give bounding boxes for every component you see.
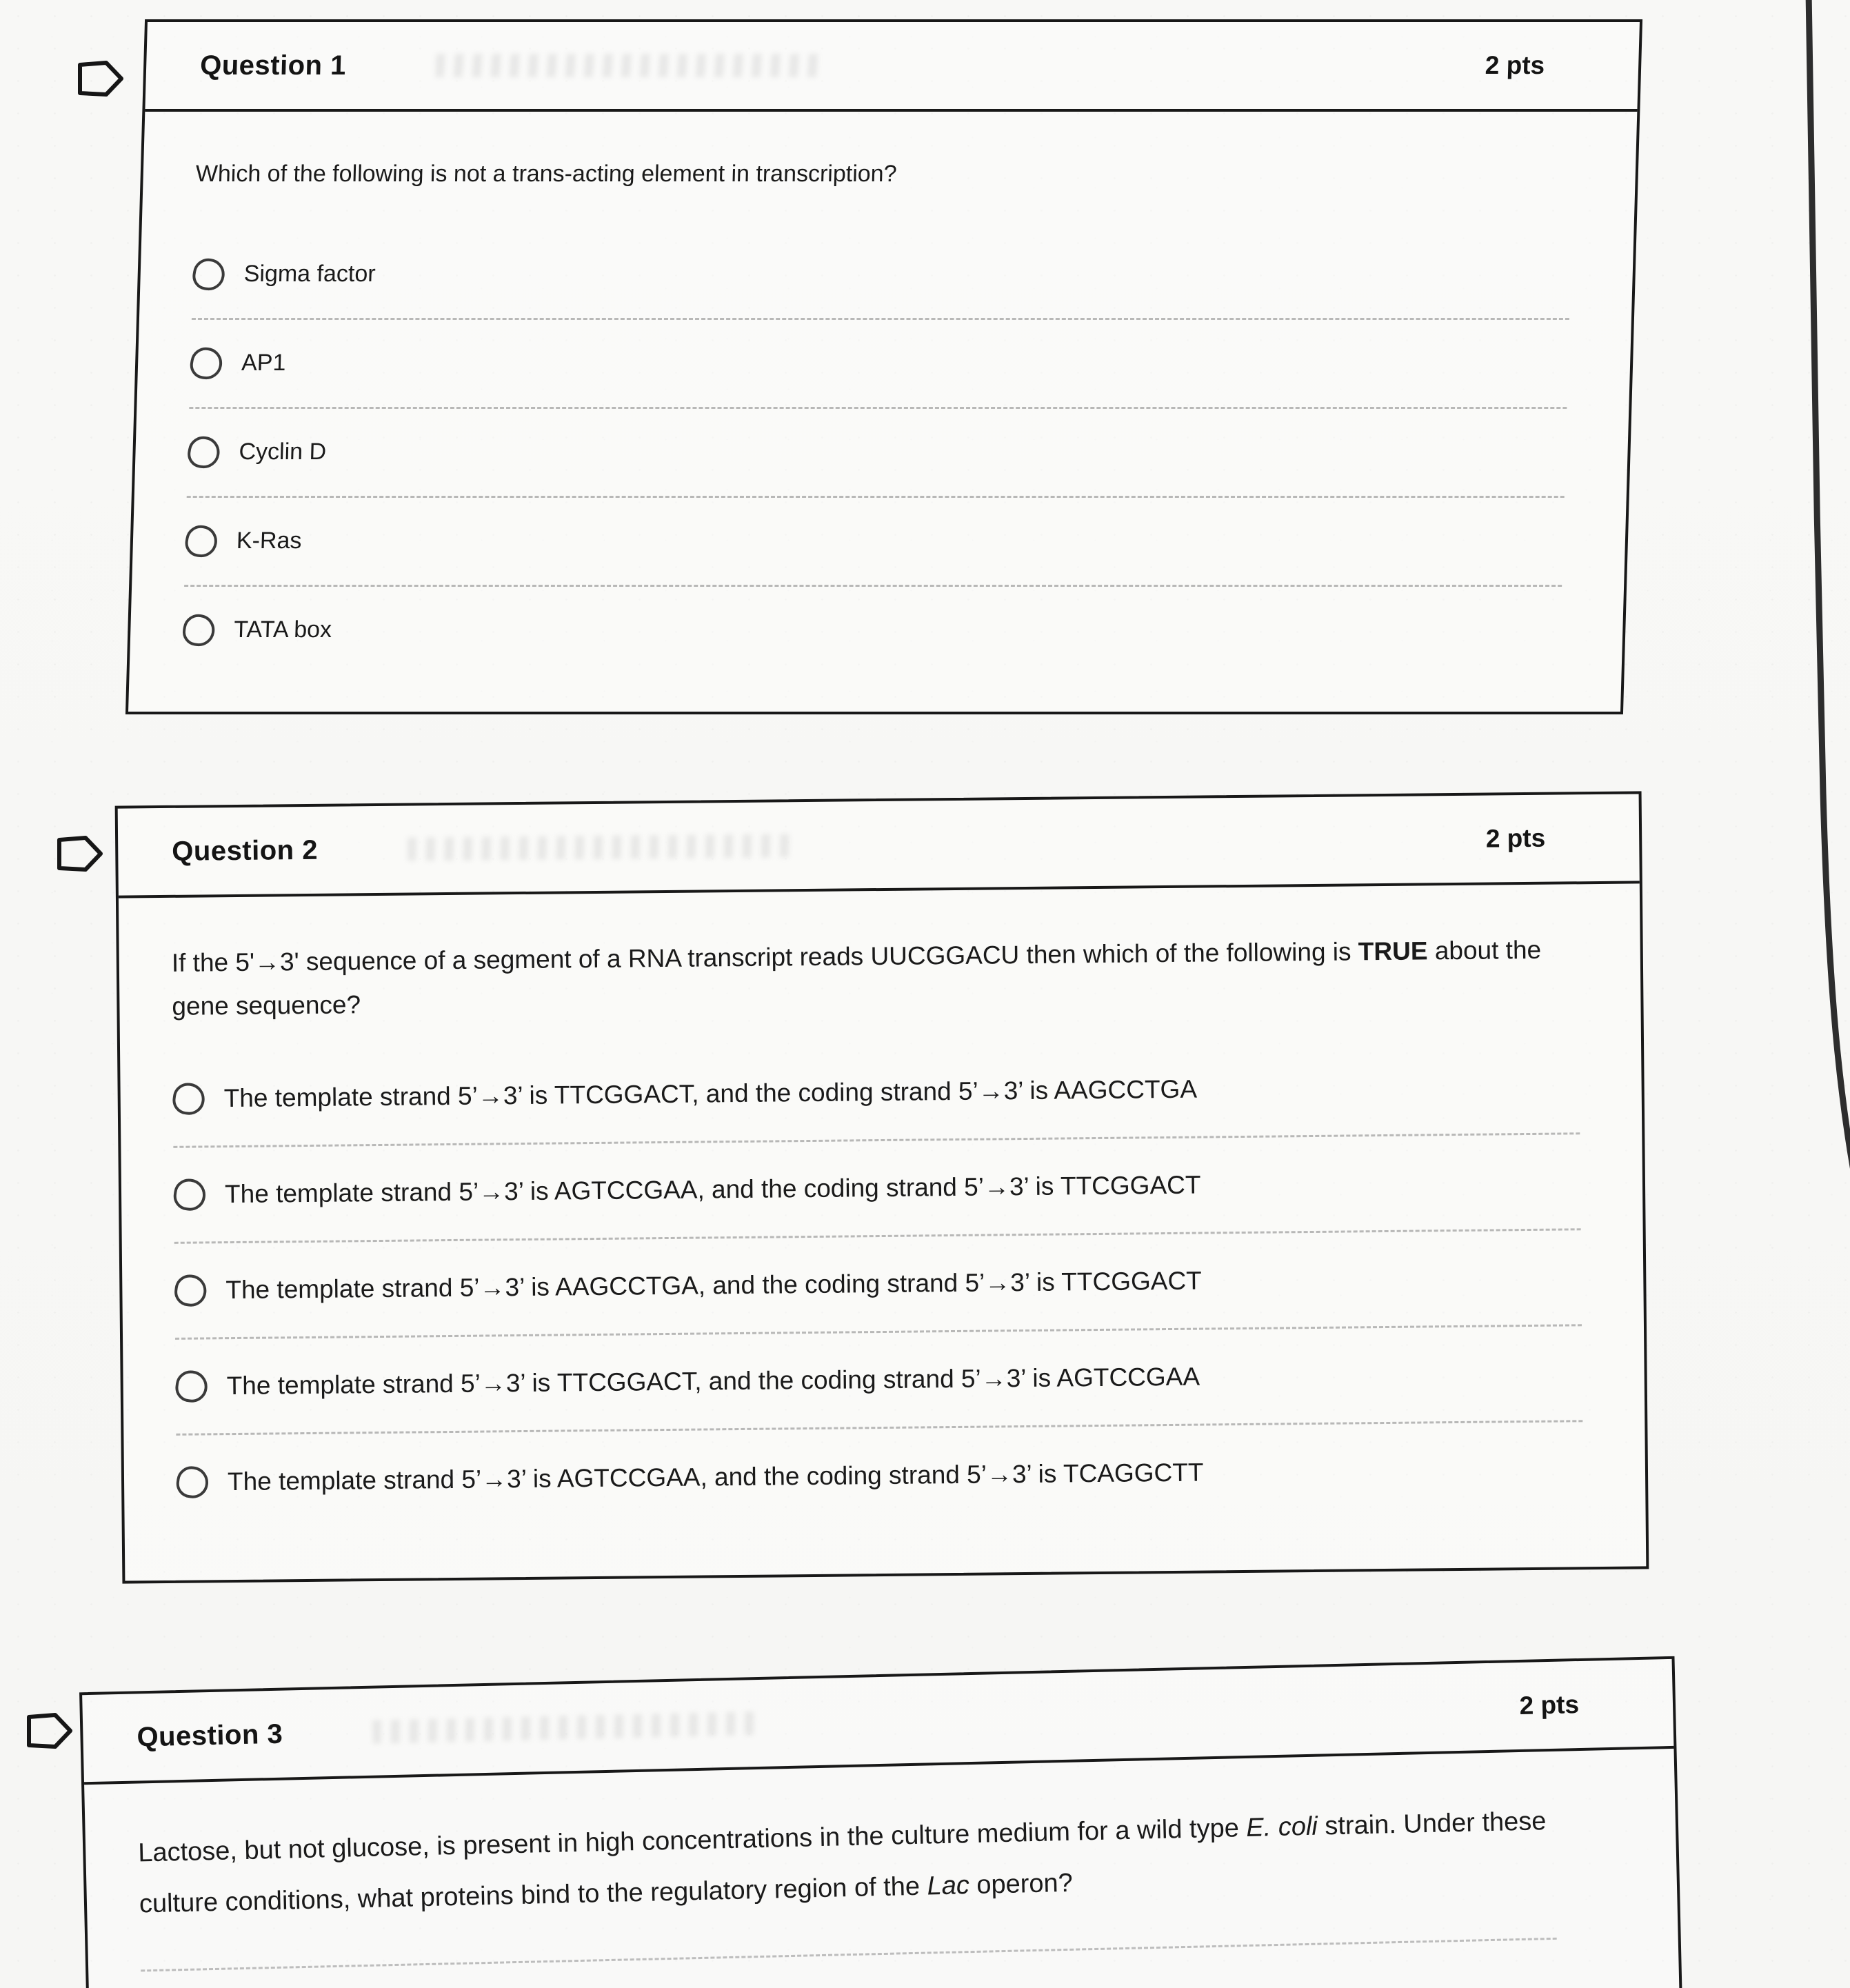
answer-option[interactable] [172, 1038, 1580, 1146]
answer-option[interactable] [192, 231, 1572, 318]
radio-button-icon[interactable] [185, 434, 222, 470]
question-card-2 [115, 791, 1649, 1583]
points-badge: 2 pts [1519, 1689, 1580, 1720]
answer-option[interactable] [173, 1132, 1580, 1242]
answer-option[interactable] [189, 318, 1569, 407]
option-label: The template strand 5’→3’ is AGTCCGAA, and the coding strand 5’→3’ is TCAGGCTT [227, 1458, 1204, 1496]
answer-option[interactable] [174, 1228, 1582, 1338]
question-header [118, 794, 1640, 898]
question-prompt: Which of the following is not a trans-acting element in transcription? [195, 161, 898, 187]
radio-button-icon[interactable] [172, 1177, 208, 1213]
option-label: Cyclin D [239, 439, 327, 465]
option-label: Sigma factor [243, 261, 376, 288]
question-prompt: If the 5'→3' sequence of a segment of a RNA transcript reads UUCGGACU then which of the following is TRUE about the gene sequence? [171, 935, 1542, 1021]
answer-separator [141, 1938, 1557, 1972]
radio-button-icon[interactable] [174, 1369, 210, 1405]
answer-option[interactable] [182, 585, 1562, 674]
option-label: The template strand 5’→3’ is AAGCCTGA, and the coding strand 5’→3’ is TTCGGACT [225, 1266, 1202, 1304]
flag-icon[interactable] [25, 1711, 73, 1750]
option-label: AP1 [241, 350, 286, 376]
radio-button-icon[interactable] [174, 1465, 210, 1500]
answer-options [182, 231, 1572, 674]
points-badge: 2 pts [1485, 823, 1546, 853]
question-card-1 [125, 19, 1642, 714]
option-label: The template strand 5’→3’ is AGTCCGAA, and the coding strand 5’→3’ is TTCGGACT [224, 1170, 1201, 1208]
question-title: Question 2 [172, 834, 319, 867]
flag-icon[interactable] [76, 59, 124, 98]
radio-button-icon[interactable] [183, 523, 219, 559]
italic-gene-name: Lac [927, 1871, 970, 1901]
radio-button-icon[interactable] [171, 1081, 207, 1117]
bold-emphasis: TRUE [1358, 936, 1428, 966]
question-title: Question 3 [137, 1718, 283, 1752]
flag-icon[interactable] [55, 834, 103, 873]
scan-smudge [436, 54, 823, 77]
answer-option[interactable] [175, 1324, 1582, 1434]
italic-species-name: E. coli [1245, 1811, 1318, 1843]
question-prompt: Lactose, but not glucose, is present in high concentrations in the culture medium for a wild type E. coli strain. Under these culture conditions, what proteins bind to the regulatory region of the Lac operon? [137, 1807, 1547, 1919]
answer-options [172, 1038, 1584, 1529]
option-label: K-Ras [236, 528, 302, 554]
scan-smudge [372, 1711, 759, 1744]
radio-button-icon[interactable] [190, 257, 227, 292]
question-body [84, 1749, 1678, 1973]
option-label: The template strand 5’→3’ is TTCGGACT, and the coding strand 5’→3’ is AGTCCGAA [226, 1362, 1200, 1400]
question-card-3 [79, 1656, 1685, 1988]
answer-option[interactable] [184, 496, 1565, 585]
radio-button-icon[interactable] [181, 612, 217, 648]
question-header [145, 22, 1640, 112]
radio-button-icon[interactable] [188, 345, 225, 381]
radio-button-icon[interactable] [173, 1273, 209, 1309]
question-title: Question 1 [199, 50, 347, 81]
answer-option[interactable] [176, 1420, 1583, 1529]
question-body [119, 883, 1646, 1529]
option-label: TATA box [233, 616, 332, 643]
answer-option[interactable] [187, 407, 1567, 496]
points-badge: 2 pts [1485, 51, 1545, 79]
option-label: The template strand 5’→3’ is TTCGGACT, and the coding strand 5’→3’ is AAGCCTGA [223, 1074, 1198, 1112]
question-body [130, 112, 1638, 674]
scan-smudge [408, 834, 794, 861]
